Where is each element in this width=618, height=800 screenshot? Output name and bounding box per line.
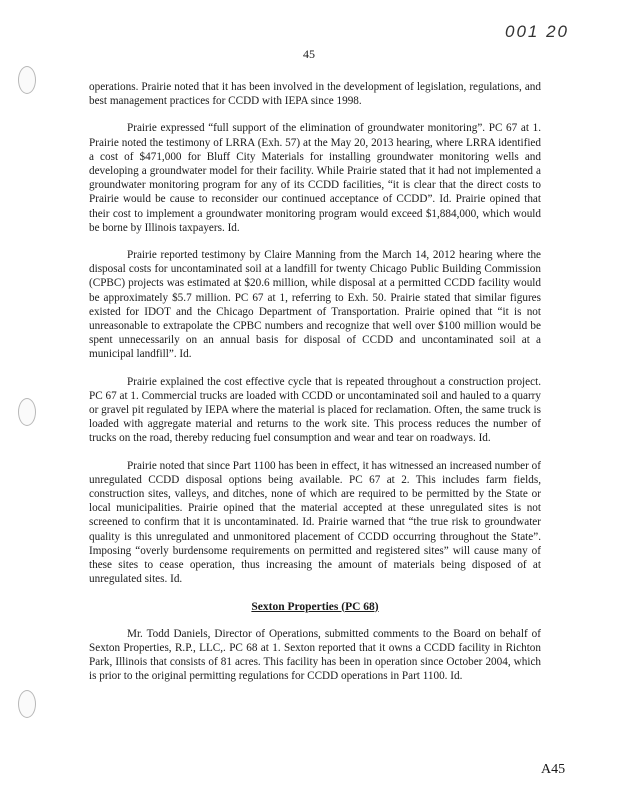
paragraph: Prairie explained the cost effective cycle that is repeated throughout a construction project. PC 67 at 1. Commercial trucks are loaded with CCDD or uncontaminated soil and hauled to a quarry or gravel pit regulated by IEPA where the material is placed for reclamation. Often, the same truck is loaded with aggregate material and returns to the work site. This process reduces the number of trucks on the road, thereby reducing fuel consumption and wear and tear on roadways. Id. — [89, 375, 541, 445]
section-heading: Sexton Properties (PC 68) — [251, 600, 379, 613]
paragraph: Prairie expressed “full support of the elimination of groundwater monitoring”. PC 67 at 1. Prairie noted the testimony of LRRA (Exh. 57) at the May 20, 2013 hearing, where LRRA identified a cost of $471,000 for Bluff City Materials for installing groundwater monitoring wells and developing a groundwater model for their facility. While Prairie stated that it had not implemented a groundwater monitoring program for any of its CCDD facilities, “it is clear that the direct costs to Prairie would be cause to reconsider our continued acceptance of CCDD”. Id. Prairie opined that their cost to implement a groundwater monitoring program would exceed $1,884,000, which would be borne by Illinois taxpayers. Id. — [89, 122, 541, 234]
document-body — [89, 80, 541, 697]
footer-page-number: A45 — [541, 762, 566, 777]
paragraph: Prairie noted that since Part 1100 has been in effect, it has witnessed an increased number of unregulated CCDD disposal options being available. PC 67 at 2. This includes farm fields, construction sites, valleys, and ditches, none of which are required to be permitted by the State or local municipalities. Prairie opined that the material accepted at these unregulated sites is not screened to confirm that it is uncontaminated. Id. Prairie warned that “the true risk to groundwater quality is this unregulated and unmonitored placement of CCDD occurring throughout the State”. Imposing “overly burdensome requirements on permitted and registered sites” will cause many of these sites to cease operation, thus increasing the amount of materials being disposed of at unregulated sites. Id. — [89, 459, 541, 586]
paragraph: operations. Prairie noted that it has been involved in the development of legislation, regulations, and best management practices for CCDD with IEPA since 1998. — [89, 81, 541, 108]
paragraph: Prairie reported testimony by Claire Manning from the March 14, 2012 hearing where the disposal costs for uncontaminated soil at a landfill for twenty Chicago Public Building Commission (CPBC) projects was estimated at $20.6 million, while disposal at a permitted CCDD facility would be approximately $5.7 million. PC 67 at 1, referring to Exh. 50. Prairie stated that similar figures existed for IDOT and the Chicago Department of Transportation. Prairie opined that “it is not unreasonable to extrapolate the CPBC numbers and recognize that well over $100 million would be spent unnecessarily on an annual basis for disposal of CCDD and uncontaminated soil at a municipal landfill”. Id. — [89, 249, 541, 361]
paragraph: Mr. Todd Daniels, Director of Operations, submitted comments to the Board on behalf of Sexton Properties, R.P., LLC,. PC 68 at 1. Sexton reported that it owns a CCDD facility in Richton Park, Illinois that consists of 81 acres. This facility has been in operation since October 2004, which is prior to the original permitting regulations for CCDD operations in Part 1100. Id. — [89, 627, 541, 683]
punch-hole — [18, 690, 36, 718]
page-number: 45 — [303, 47, 315, 61]
document-stamp: 001 20 — [505, 22, 569, 41]
punch-hole — [18, 398, 36, 426]
punch-hole — [18, 66, 36, 94]
